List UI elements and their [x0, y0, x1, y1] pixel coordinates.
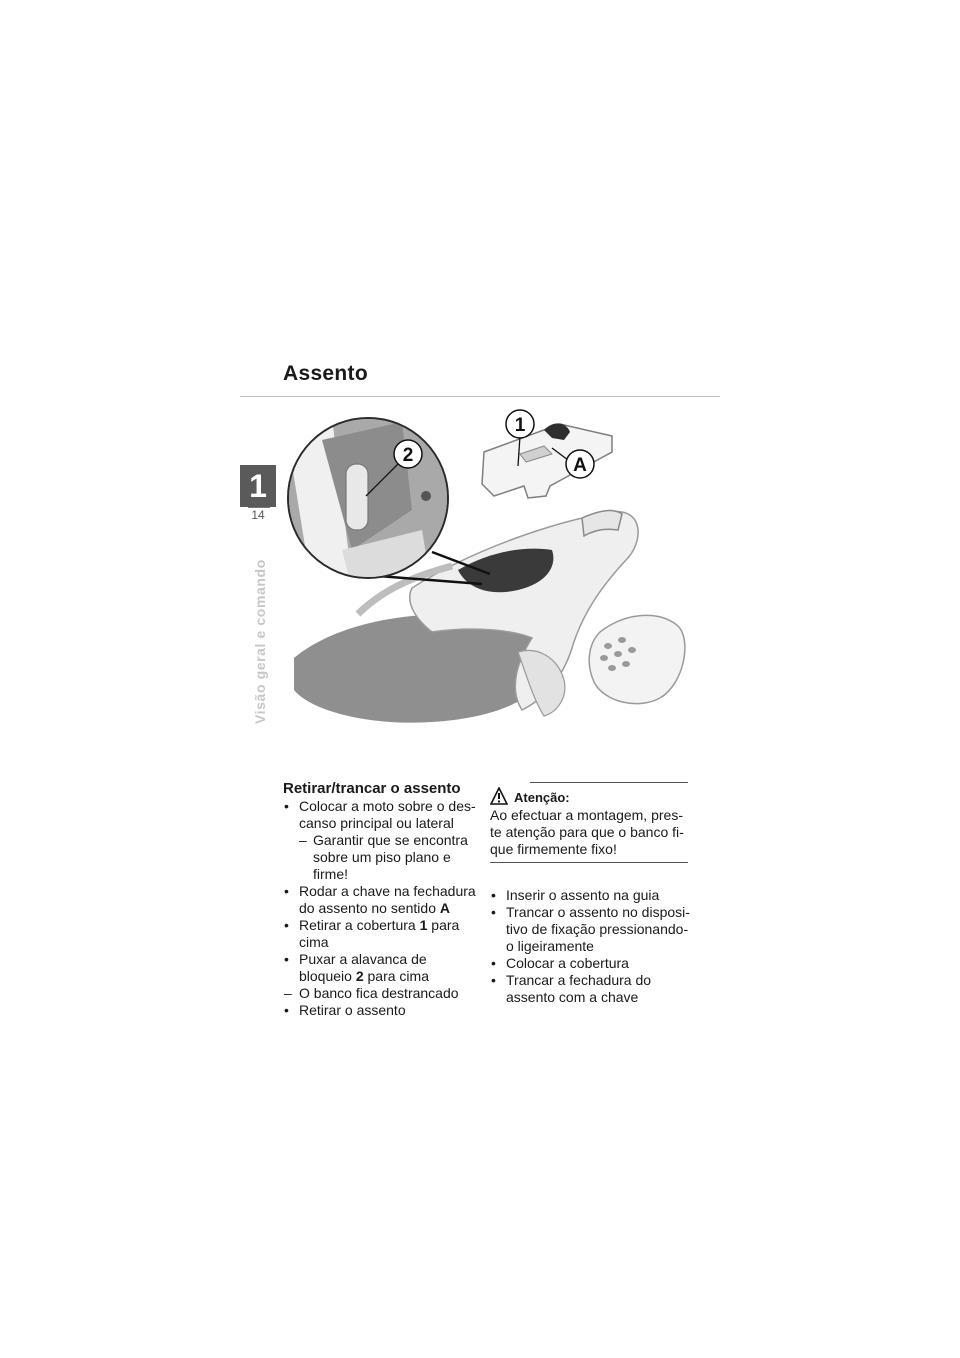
list-item: • Trancar a fechadura do assento com a chave [491, 972, 652, 1005]
header-divider [240, 396, 720, 397]
section-subtitle: Retirar/trancar o assento [283, 780, 461, 797]
callout-2-label: 2 [402, 445, 414, 466]
chapter-tab: 1 [240, 465, 276, 507]
right-column [490, 782, 690, 1006]
left-column [283, 780, 483, 1019]
list-item: • Inserir o assento na guia [491, 887, 660, 903]
list-item: • Trancar o assento no disposi-tivo de fixação pressionando-o ligeiramente [491, 904, 690, 954]
list-item: • Retirar a cobertura 1 para cima [284, 917, 460, 950]
page-title: Assento [283, 362, 368, 385]
list-item: • Retirar o assento [284, 1002, 406, 1018]
warning-triangle-icon [490, 787, 508, 805]
warning-title: Atenção: [514, 790, 570, 805]
list-result-item: – O banco fica destrancado [284, 985, 459, 1001]
locking-lever-detail [346, 464, 368, 530]
page-number: 14 [251, 508, 265, 522]
seat-illustration [282, 400, 704, 740]
callout-A-label: A [573, 455, 587, 476]
callout-1-label: 1 [514, 415, 526, 436]
list-item: • Colocar a cobertura [491, 955, 629, 971]
warning-text: Ao efectuar a montagem, pres-te atenção para que o banco fi-que firmemente fixo! [490, 807, 684, 857]
list-subitem: – Garantir que se encontra sobre um piso plano e firme! [299, 832, 468, 882]
warning-top-rule [530, 782, 688, 783]
list-item: • Puxar a alavanca de bloqueio 2 para cima [284, 951, 429, 984]
list-item: • Rodar a chave na fechadura do assento no sentido A [284, 883, 476, 916]
section-side-label: Visão geral e comando [252, 559, 268, 724]
list-item: • Colocar a moto sobre o des-canso principal ou lateral [284, 798, 476, 831]
warning-header [490, 787, 690, 805]
